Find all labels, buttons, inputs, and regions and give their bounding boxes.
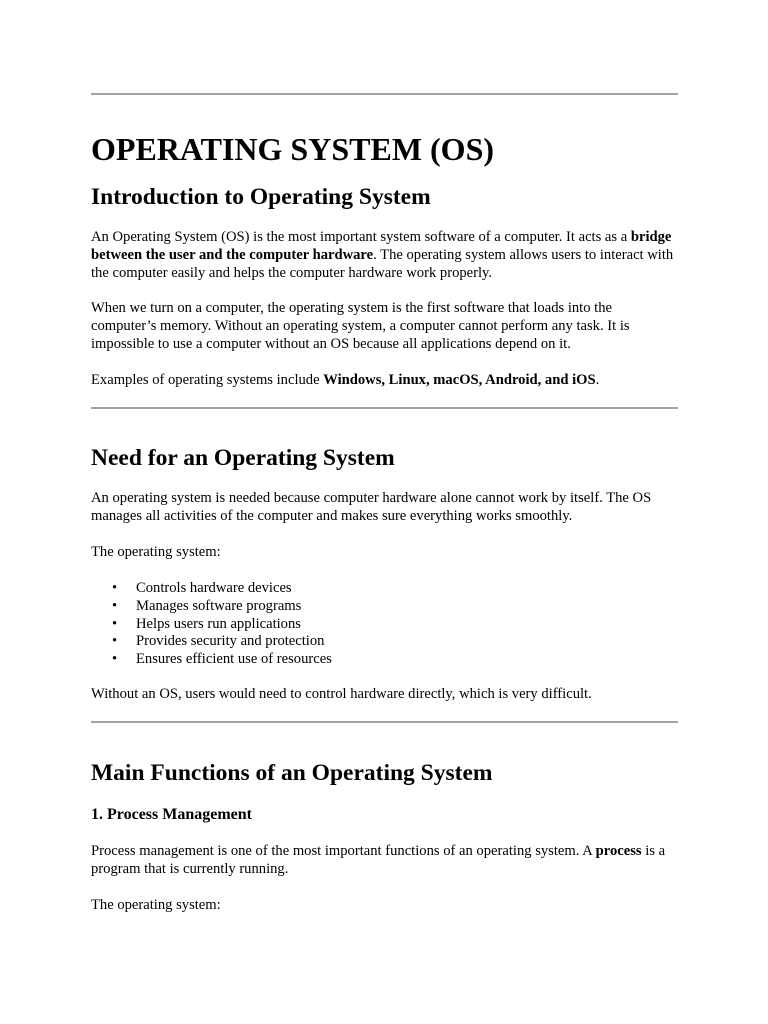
need-paragraph-2: The operating system: <box>91 544 221 560</box>
bullet-icon: • <box>112 580 118 596</box>
process-bold: process <box>595 843 642 859</box>
heading-main-functions: Main Functions of an Operating System <box>91 760 493 786</box>
bullet-icon: • <box>112 597 118 614</box>
bullet-icon: • <box>112 633 118 650</box>
document-title: OPERATING SYSTEM (OS) <box>91 131 495 167</box>
intro-bold-phrase: bridge between the user and the computer hardware <box>91 229 672 263</box>
intro-paragraph-3: Examples of operating systems include Windows, Linux, macOS, Android, and iOS. <box>91 372 600 388</box>
functions-paragraph-1: Process management is one of the most important functions of an operating system. A process is a program that is currently running. <box>91 843 666 877</box>
list-item: • Provides security and protection <box>112 633 325 650</box>
list-item: • Controls hardware devices <box>112 580 292 596</box>
intro-paragraph-2: When we turn on a computer, the operating system is the first software that loads into the computer’s memory. Without an operating system, a computer cannot perform any task. It is impossible to use a computer without an OS because all applications depend on it. <box>91 300 630 352</box>
subheading-process-management: 1. Process Management <box>91 806 252 823</box>
bullet-icon: • <box>112 651 118 668</box>
os-examples-bold: Windows, Linux, macOS, Android, and iOS <box>323 372 596 388</box>
list-item: • Ensures efficient use of resources <box>112 651 332 668</box>
heading-need: Need for an Operating System <box>91 445 395 471</box>
need-paragraph-3: Without an OS, users would need to control hardware directly, which is very difficult. <box>91 686 592 702</box>
intro-paragraph-1: An Operating System (OS) is the most important system software of a computer. It acts as a bridge between the user and the computer hardware. The operating system allows users to interact with the computer easily and helps the computer hardware work properly. <box>91 229 674 281</box>
need-paragraph-1: An operating system is needed because computer hardware alone cannot work by itself. The OS manages all activities of the computer and makes sure everything works smoothly. <box>91 490 652 524</box>
functions-paragraph-2: The operating system: <box>91 897 221 913</box>
list-item: • Manages software programs <box>112 597 302 614</box>
need-bullet-list <box>91 580 332 669</box>
bullet-icon: • <box>112 615 118 632</box>
horizontal-rule <box>91 407 678 409</box>
horizontal-rule <box>91 93 678 95</box>
horizontal-rule <box>91 721 678 723</box>
list-item: • Helps users run applications <box>112 615 301 632</box>
heading-introduction: Introduction to Operating System <box>91 184 431 210</box>
